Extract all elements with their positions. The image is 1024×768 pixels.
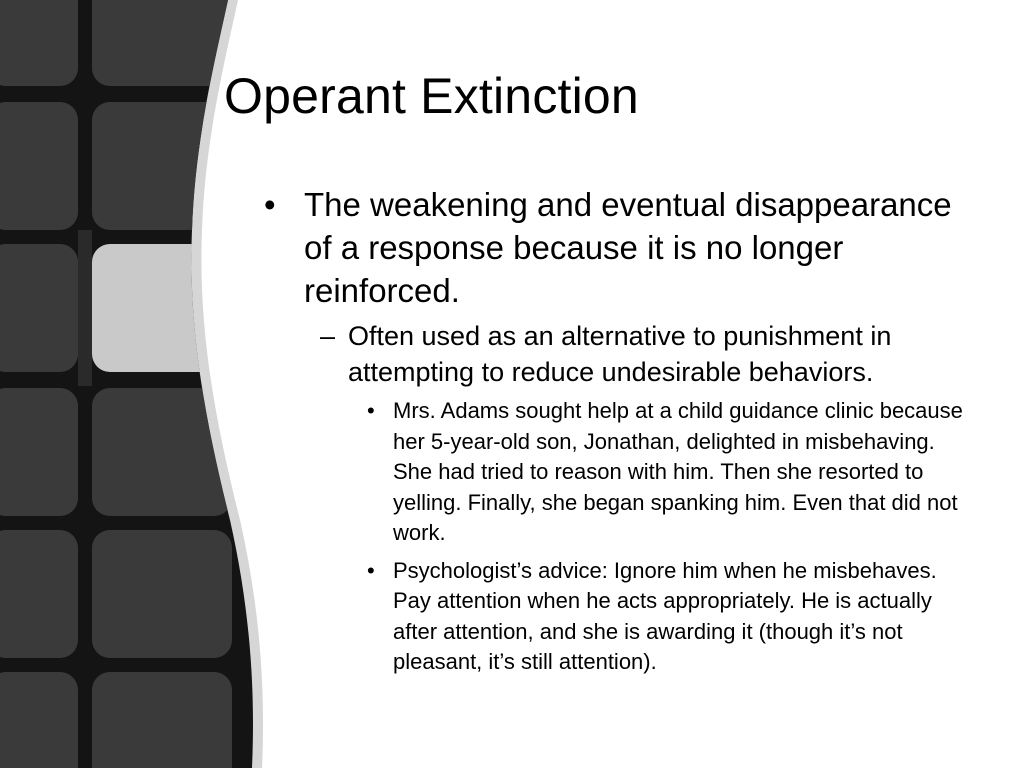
bullet-marker: • — [264, 186, 276, 223]
bullet-marker: • — [367, 557, 375, 583]
sub-sub-bullet-text: Psychologist’s advice: Ignore him when he misbehaves. Pay attention when he acts appropriately. He is actually after attention, and she is awarding it (though it’s not pleasant, it’s still attention). — [393, 557, 937, 674]
bullet-marker: • — [367, 398, 375, 423]
sub-sub-bullet-item — [367, 556, 968, 678]
sub-sub-bullet-item — [367, 396, 968, 549]
sub-sub-bullet-text: Mrs. Adams sought help at a child guidance clinic because her 5-year-old son, Jonathan, delighted in misbehaving. She had tried to reason with him. Then she resorted to yelling. Finally, she began spanking him. Even that did not work. — [393, 398, 963, 545]
slide-title: Operant Extinction — [224, 68, 639, 124]
dash-marker: – — [320, 321, 336, 351]
bullet-text: The weakening and eventual disappearance of a response because it is no longer reinforced. — [304, 186, 952, 309]
sub-bullet-item — [320, 318, 978, 390]
sub-bullet-text: Often used as an alternative to punishment in attempting to reduce undesirable behaviors. — [348, 321, 892, 387]
bullet-item — [258, 183, 978, 312]
slide-content — [258, 183, 978, 685]
